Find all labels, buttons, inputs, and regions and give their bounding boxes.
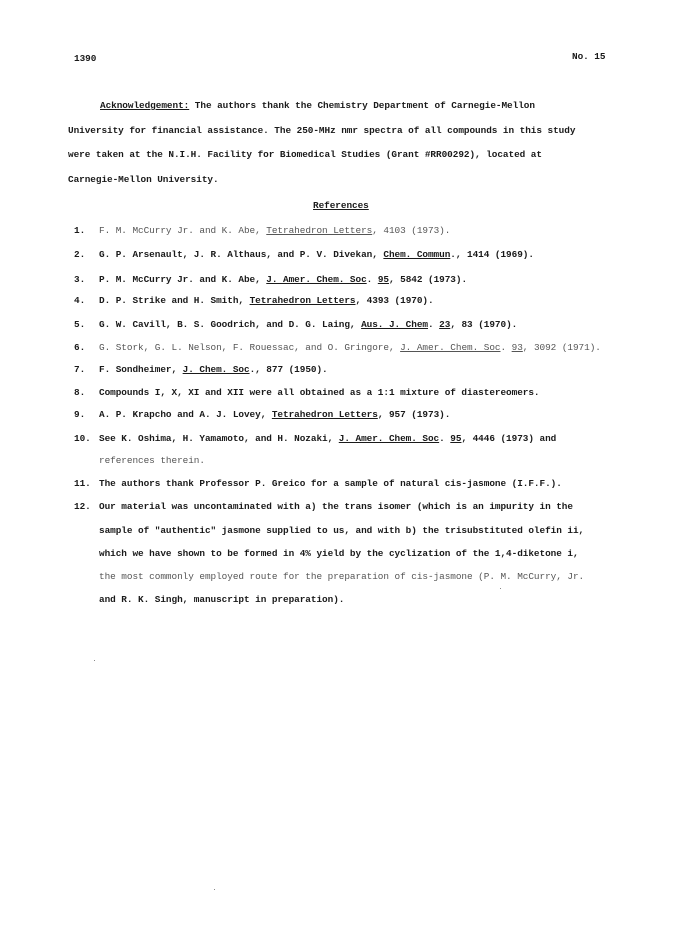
reference-citation-underlined: Tetrahedron Letters <box>266 225 373 236</box>
reference-citation-underlined: 23 <box>439 319 451 330</box>
issue-number: No. 15 <box>572 51 606 62</box>
reference-text-part: G. P. Arsenault, J. R. Althaus, and P. V. Divekan, <box>99 249 384 260</box>
reference-number: 11. <box>74 478 91 489</box>
reference-citation-underlined: 93 <box>511 342 523 353</box>
reference-text-part: ., 1414 (1969). <box>450 249 534 260</box>
reference-text-part: , 5842 (1973). <box>388 274 468 285</box>
reference-citation-underlined: 95 <box>377 274 389 285</box>
reference-text <box>99 571 584 582</box>
reference-number: 4. <box>74 295 86 306</box>
scan-speck <box>500 588 501 589</box>
reference-text-part: Compounds I, X, XI and XII were all obtained as a 1:1 mixture of diastereomers. <box>99 387 540 398</box>
reference-text-part: Our material was uncontaminated with a) the trans isomer (which is an impurity in the <box>99 501 573 512</box>
reference-text-part: . <box>439 433 451 444</box>
reference-text <box>99 548 579 559</box>
reference-number: 9. <box>74 409 86 420</box>
reference-citation-underlined: Tetrahedron Letters <box>249 295 356 306</box>
reference-text <box>99 525 584 536</box>
reference-citation-underlined: J. Amer. Chem. Soc <box>266 274 367 285</box>
reference-text-part: , 957 (1973). <box>377 409 451 420</box>
reference-citation-underlined: J. Amer. Chem. Soc <box>338 433 440 444</box>
reference-text <box>99 409 450 420</box>
reference-text-part: and R. K. Singh, manuscript in preparation). <box>99 594 345 605</box>
page-number: 1390 <box>74 53 97 64</box>
reference-text-part: F. Sondheimer, <box>99 364 183 375</box>
reference-citation-underlined: Aus. J. Chem <box>361 319 428 330</box>
reference-text-part: which we have shown to be formed in 4% yield by the cyclization of the 1,4-diketone i, <box>99 548 579 559</box>
references-heading: References <box>313 200 369 211</box>
acknowledgement-label: Acknowledgement: <box>100 100 190 111</box>
reference-number: 7. <box>74 364 86 375</box>
reference-text <box>99 594 344 605</box>
reference-text-part: G. Stork, G. L. Nelson, F. Rouessac, and O. Gringore, <box>99 342 401 353</box>
reference-text-part: D. P. Strike and H. Smith, <box>99 295 250 306</box>
scan-speck <box>94 660 95 661</box>
reference-number: 8. <box>74 387 86 398</box>
reference-citation-underlined: Chem. Commun <box>383 249 451 260</box>
acknowledgement-text: The authors thank the Chemistry Department of Carnegie-Mellon <box>189 100 535 111</box>
reference-text <box>99 501 573 512</box>
reference-text-part: . <box>428 319 440 330</box>
acknowledgement-line: were taken at the N.I.H. Facility for Biomedical Studies (Grant #RR00292), located at <box>68 149 542 160</box>
reference-text <box>99 342 601 353</box>
reference-text <box>99 387 540 398</box>
reference-text-part: G. W. Cavill, B. S. Goodrich, and D. G. Laing, <box>99 319 362 330</box>
reference-text-part: . <box>366 274 378 285</box>
reference-number: 1. <box>74 225 86 236</box>
reference-text-part: See K. Oshima, H. Yamamoto, and H. Nozaki, <box>99 433 339 444</box>
reference-text-part: , 83 (1970). <box>450 319 518 330</box>
reference-text-part: ., 877 (1950). <box>249 364 328 375</box>
reference-text <box>99 364 328 375</box>
reference-text-part: , 4446 (1973) and <box>461 433 557 444</box>
scan-speck <box>214 889 215 890</box>
reference-number: 5. <box>74 319 86 330</box>
reference-text <box>99 295 434 306</box>
reference-text-part: , 3092 (1971). <box>522 342 601 353</box>
reference-text-part: sample of "authentic" jasmone supplied to us, and with b) the trisubstituted olefin ii, <box>99 525 585 536</box>
reference-number: 2. <box>74 249 86 260</box>
reference-text <box>99 455 205 466</box>
reference-citation-underlined: Tetrahedron Letters <box>271 409 378 420</box>
reference-text <box>99 274 467 285</box>
reference-citation-underlined: J. Amer. Chem. Soc <box>400 342 501 353</box>
reference-text <box>99 319 517 330</box>
reference-text-part: F. M. McCurry Jr. and K. Abe, <box>99 225 267 236</box>
reference-text <box>99 225 450 236</box>
reference-text <box>99 249 534 260</box>
reference-number: 12. <box>74 501 91 512</box>
reference-text-part: The authors thank Professor P. Greico for a sample of natural cis-jasmone (I.F.F.). <box>99 478 562 489</box>
reference-text <box>99 433 556 444</box>
acknowledgement-line: Carnegie-Mellon University. <box>68 174 219 185</box>
reference-number: 6. <box>74 342 86 353</box>
acknowledgement-line: University for financial assistance. The 250-MHz nmr spectra of all compounds in this study <box>68 125 576 136</box>
reference-text-part: A. P. Krapcho and A. J. Lovey, <box>99 409 272 420</box>
reference-text-part: . <box>500 342 512 353</box>
reference-citation-underlined: 95 <box>450 433 462 444</box>
reference-text <box>99 478 562 489</box>
acknowledgement-line <box>100 100 535 111</box>
reference-text-part: references therein. <box>99 455 205 466</box>
reference-number: 3. <box>74 274 86 285</box>
reference-citation-underlined: J. Chem. Soc <box>182 364 250 375</box>
reference-text-part: , 4103 (1973). <box>372 225 451 236</box>
reference-text-part: , 4393 (1970). <box>355 295 434 306</box>
reference-number: 10. <box>74 433 91 444</box>
reference-text-part: the most commonly employed route for the preparation of cis-jasmone (P. M. McCurry, Jr. <box>99 571 585 582</box>
reference-text-part: P. M. McCurry Jr. and K. Abe, <box>99 274 267 285</box>
